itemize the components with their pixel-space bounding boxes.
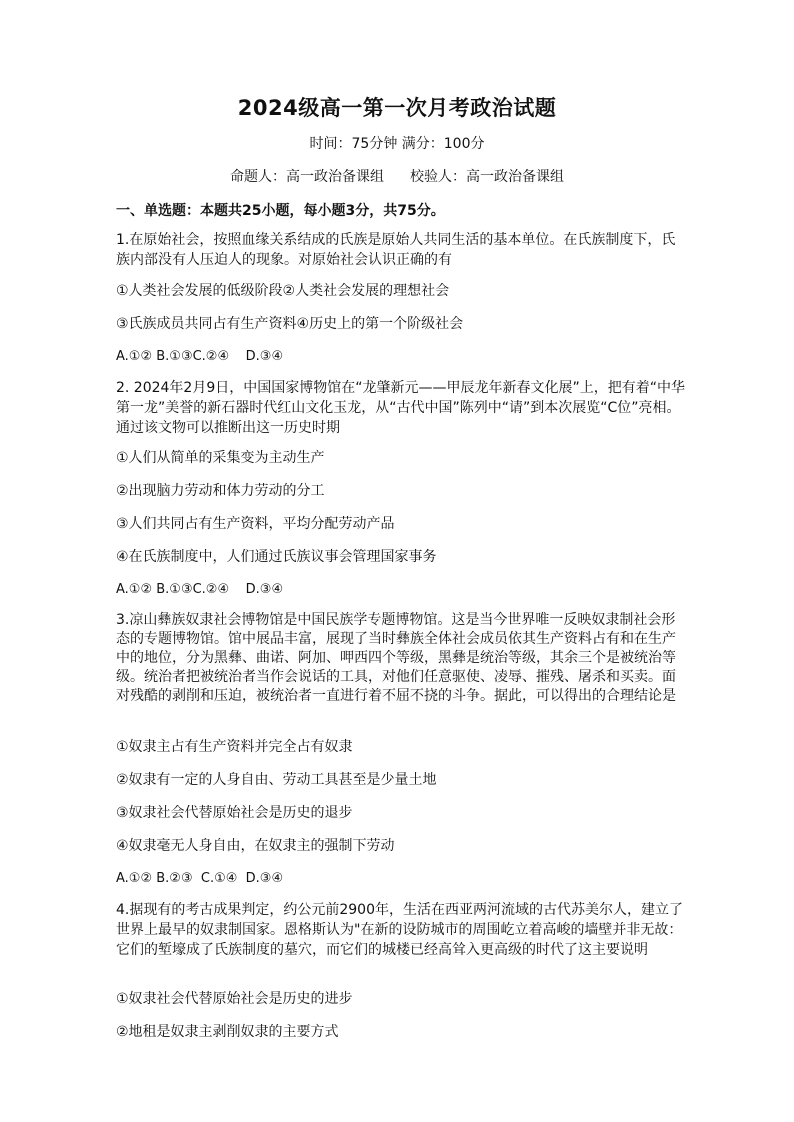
question-2-option-4: ④在氏族制度中，人们通过氏族议事会管理国家事务 (116, 549, 437, 565)
question-3-option-2: ②奴隶有一定的人身自由、劳动工具甚至是少量土地 (116, 772, 437, 788)
question-4-option-2: ②地租是奴隶主剥削奴隶的主要方式 (116, 1024, 339, 1040)
question-3-option-3: ③奴隶社会代替原始社会是历史的退步 (116, 805, 353, 821)
author-label: 命题人：高一政治备课组 (230, 169, 384, 185)
question-2-stem: 2. 2024年2月9日，中国国家博物馆在“龙肇新元——甲辰龙年新春文化展”上，把有着“中华第一龙”美誉的新石器时代红山文化玉龙，从“古代中国”陈列中“请”到本次展览“C位”亮相。通过该文物可以推断出这一历史时期 (116, 380, 686, 436)
question-2-option-3: ③人们共同占有生产资料，平均分配劳动产品 (116, 516, 395, 532)
question-2-option-1: ①人们从简单的采集变为主动生产 (116, 450, 325, 466)
question-2-option-2: ②出现脑力劳动和体力劳动的分工 (116, 483, 325, 499)
question-1-option-line-1: ①人类社会发展的低级阶段②人类社会发展的理想社会 (116, 283, 450, 299)
question-1-stem: 1.在原始社会，按照血缘关系结成的氏族是原始人共同生活的基本单位。在氏族制度下，氏族内部没有人压迫人的现象。对原始社会认识正确的有 (116, 232, 676, 268)
time-score-info: 时间：75分钟 满分：100分 (309, 136, 485, 152)
question-3-answers (116, 869, 686, 889)
question-1-answer-choices: A.①② B.①③C.②④ D.③④ (116, 349, 284, 364)
checker-label: 校验人：高一政治备课组 (410, 169, 564, 185)
author-info (0, 166, 794, 186)
question-3-option-1: ①奴隶主占有生产资料并完全占有奴隶 (116, 739, 353, 755)
question-1-answers (116, 347, 686, 367)
question-3-answer-choices: A.①② B.②③ C.①④ D.③④ (116, 871, 284, 886)
question-4-option-1: ①奴隶社会代替原始社会是历史的进步 (116, 991, 353, 1007)
question-1-option-line-2: ③氏族成员共同占有生产资料④历史上的第一个阶级社会 (116, 316, 464, 332)
question-3-option-4: ④奴隶毫无人身自由，在奴隶主的强制下劳动 (116, 838, 395, 854)
question-3-stem: 3.凉山彝族奴隶社会博物馆是中国民族学专题博物馆。这是当今世界唯一反映奴隶制社会形态的专题博物馆。馆中展品丰富，展现了当时彝族全体社会成员依其生产资料占有和在生产中的地位，分为黑彝、曲诺、阿加、呷西四个等级，黑彝是统治等级，其余三个是被统治等级。统治者把被统治者当作会说话的工具，对他们任意驱使、凌辱、摧残、屠杀和买卖。面对残酷的剥削和压迫，被统治者一直进行着不屈不挠的斗争。据此，可以得出的合理结论是 (116, 612, 676, 704)
question-4-stem: 4.据现有的考古成果判定，约公元前2900年，生活在西亚两河流域的古代苏美尔人，建立了世界上最早的奴隶制国家。恩格斯认为"在新的设防城市的周围屹立着高峻的墙壁并非无故：它们的堑壕成了氏族制度的墓穴，而它们的城楼已经高耸入更高级的时代了这主要说明 (116, 902, 683, 958)
question-2-answer-choices: A.①② B.①③C.②④ D.③④ (116, 582, 284, 597)
question-2-answers (116, 580, 686, 600)
section-heading: 一、单选题：本题共25小题，每小题3分，共75分。 (116, 203, 445, 219)
exam-title: 2024级高一第一次月考政治试题 (237, 96, 557, 120)
